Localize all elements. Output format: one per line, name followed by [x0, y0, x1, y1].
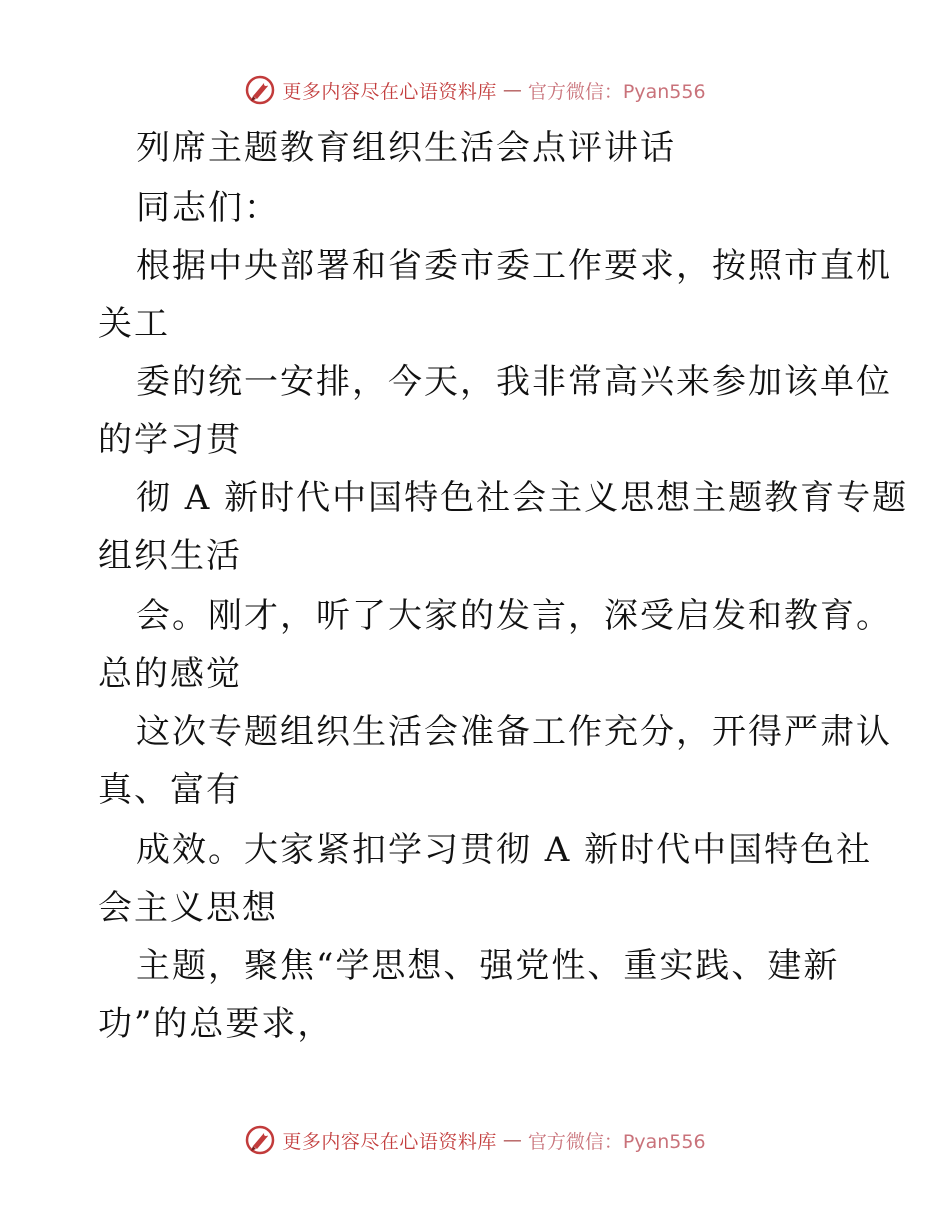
- text-line: 主题，聚焦“学思想、强党性、重实践、建新: [136, 946, 840, 986]
- footer-watermark-content: [244, 1124, 705, 1156]
- text-line: 成效。大家紧扣学习贯彻 A 新时代中国特色社: [136, 830, 873, 870]
- watermark-separator: —: [502, 1129, 522, 1151]
- text-line: 这次专题组织生活会准备工作充分，开得严肃认: [136, 712, 892, 752]
- footer-watermark: [0, 1120, 950, 1160]
- text-line: 彻 A 新时代中国特色社会主义思想主题教育专题: [136, 478, 909, 518]
- text-line: 关工: [98, 304, 170, 344]
- text-line: 总的感觉: [98, 654, 242, 694]
- document-title: 列席主题教育组织生活会点评讲话: [136, 128, 676, 168]
- text-line: 组织生活: [98, 536, 242, 576]
- text-line: 根据中央部署和省委市委工作要求，按照市直机: [136, 246, 892, 286]
- watermark-separator: —: [502, 79, 522, 101]
- text-line: 会主义思想: [98, 888, 278, 928]
- text-line: 真、富有: [98, 770, 242, 810]
- text-line: 功”的总要求，: [98, 1004, 334, 1044]
- watermark-wechat-id: 官方微信：Pyan556: [527, 1130, 706, 1153]
- text-line: 会。刚才，听了大家的发言，深受启发和教育。: [136, 596, 892, 636]
- pen-logo-icon: [244, 1124, 276, 1156]
- watermark-site-name: 更多内容尽在心语资料库: [282, 80, 497, 103]
- text-line: 委的统一安排，今天，我非常高兴来参加该单位: [136, 362, 892, 402]
- watermark-site-name: 更多内容尽在心语资料库: [282, 1130, 497, 1153]
- watermark-wechat-id: 官方微信：Pyan556: [527, 80, 706, 103]
- salutation: 同志们：: [136, 188, 280, 228]
- text-line: 的学习贯: [98, 420, 242, 460]
